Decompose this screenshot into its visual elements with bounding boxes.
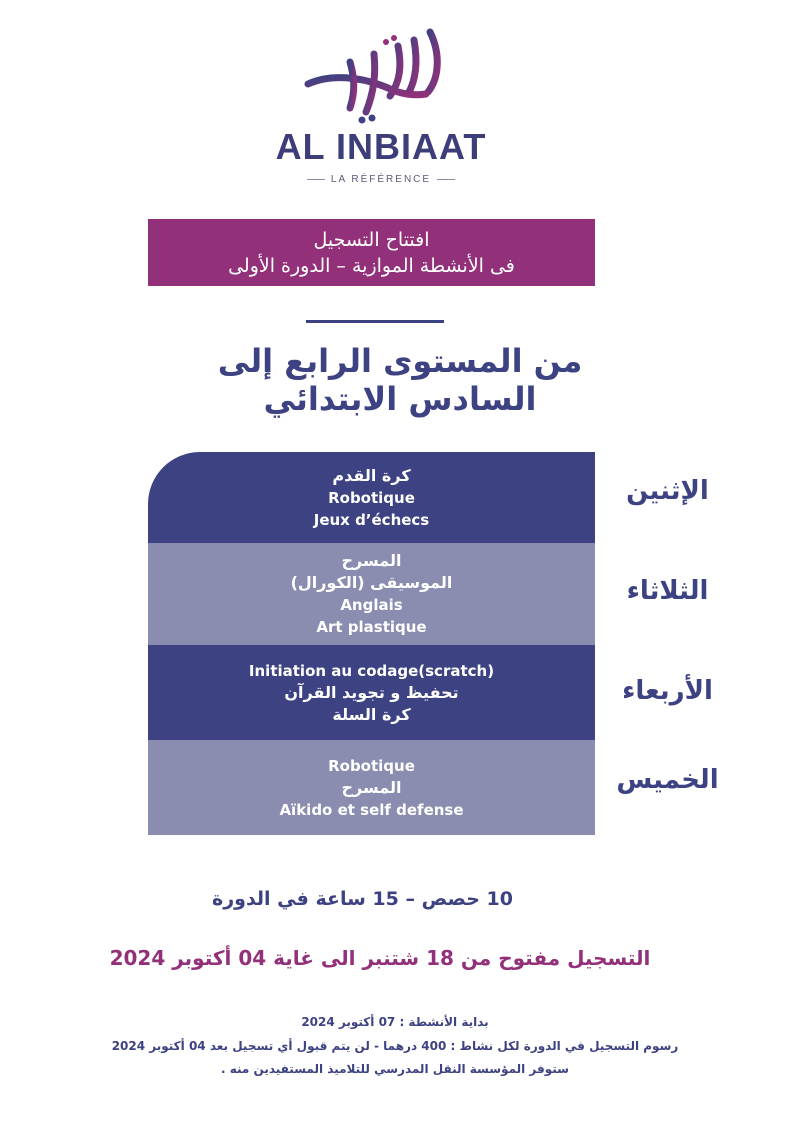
day-label-monday: الإثنين xyxy=(626,476,709,506)
schedule-row-monday xyxy=(148,452,595,543)
activity: Jeux d’échecs xyxy=(313,510,430,529)
level-headline xyxy=(150,342,650,418)
note-start-date: بداية الأنشطة : 07 أكتوبر 2024 xyxy=(301,1015,489,1029)
activity: تحفيظ و تجويد القرآن xyxy=(284,682,459,702)
headline-line-1: من المستوى الرابع إلى xyxy=(217,342,583,380)
activity: Initiation au codage(scratch) xyxy=(248,661,495,680)
registration-period: التسجيل مفتوح من 18 شتنبر الى غاية 04 أكتوبر 2024 xyxy=(109,946,651,970)
brand-name: AL INBIAAT xyxy=(275,126,487,167)
day-label-wednesday: الأربعاء xyxy=(622,676,713,706)
activity: المسرح xyxy=(341,551,402,570)
activity: الموسيقى (الكورال) xyxy=(290,573,453,592)
activity: Anglais xyxy=(340,596,403,614)
note-fees: رسوم التسجيل في الدورة لكل نشاط : 400 درهما - لن يتم قبول أي تسجيل بعد 04 أكتوبر 2024 xyxy=(111,1039,679,1053)
section-divider xyxy=(306,320,444,323)
activity: Art plastique xyxy=(316,618,427,636)
schedule-row-tuesday xyxy=(148,543,595,645)
headline-line-2: السادس الابتدائي xyxy=(263,380,537,418)
calligraphy-logo-icon xyxy=(290,22,450,127)
note-transport: ستوفر المؤسسة النقل المدرسي للتلاميذ المستفيدين منه . xyxy=(221,1062,569,1076)
activity: كرة السلة xyxy=(332,704,411,724)
day-label-tuesday: الثلاثاء xyxy=(626,576,709,606)
brand-tagline xyxy=(300,172,462,186)
activity: Robotique xyxy=(328,488,415,507)
activity: كرة القدم xyxy=(332,465,411,485)
tagline-rule-left xyxy=(307,179,325,180)
schedule-row-thursday xyxy=(148,740,595,835)
banner-line-2: فى الأنشطة الموازية – الدورة الأولى xyxy=(228,254,515,277)
tagline-text: LA RÉFÉRENCE xyxy=(330,173,432,185)
sessions-info: 10 حصص – 15 ساعة في الدورة xyxy=(211,888,513,910)
registration-banner xyxy=(148,219,595,286)
tagline-rule-right xyxy=(437,179,455,180)
banner-line-1: افتتاح التسجيل xyxy=(313,228,430,251)
activity: Robotique xyxy=(328,756,415,775)
activity: المسرح xyxy=(341,777,402,797)
schedule-row-wednesday xyxy=(148,645,595,740)
day-label-thursday: الخميس xyxy=(616,765,719,795)
activity: Aïkido et self defense xyxy=(279,800,464,819)
